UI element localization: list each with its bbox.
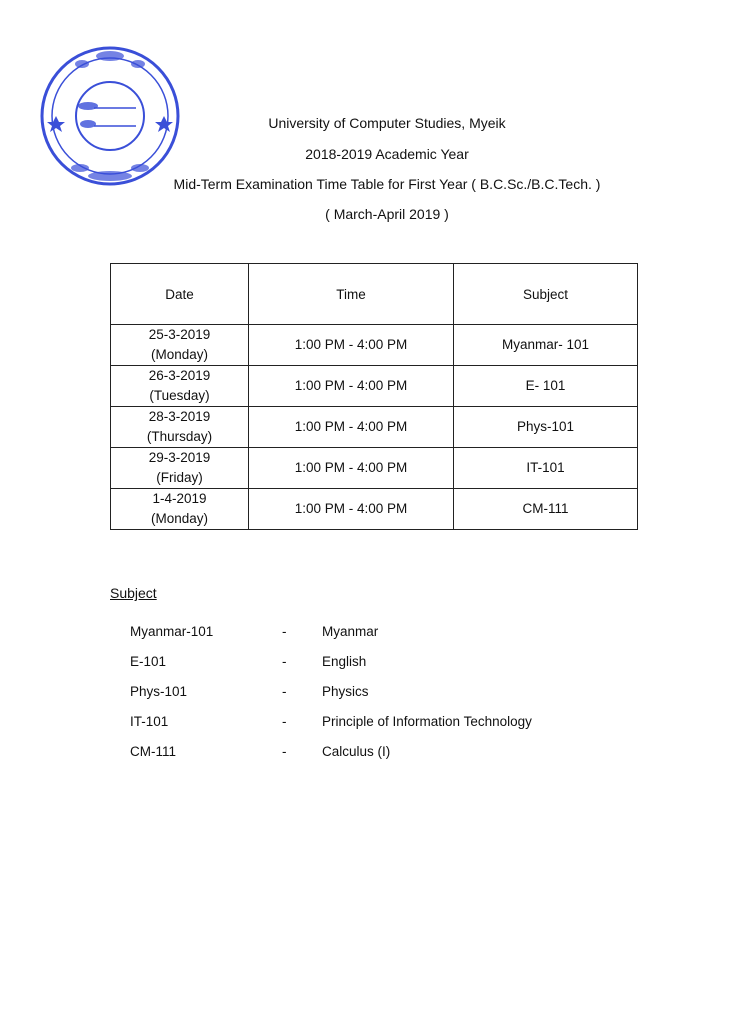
date-cell xyxy=(111,407,249,448)
subject-name: Physics xyxy=(322,684,369,699)
date-cell xyxy=(111,489,249,530)
date-text: 25-3-2019 xyxy=(148,327,211,342)
header-time: Time xyxy=(249,264,454,325)
subject-code: E-101 xyxy=(130,654,167,669)
time-cell: 1:00 PM - 4:00 PM xyxy=(249,448,454,489)
subject-code: Myanmar-101 xyxy=(130,624,214,639)
day-text: (Thursday) xyxy=(146,429,213,444)
subject-name: Principle of Information Technology xyxy=(322,714,532,729)
subject-code: CM-111 xyxy=(130,744,177,759)
date-cell xyxy=(111,448,249,489)
separator-dash: - xyxy=(282,624,287,639)
date-text: 26-3-2019 xyxy=(148,368,211,383)
timetable-title: Mid-Term Examination Time Table for First Year ( B.C.Sc./B.C.Tech. ) xyxy=(173,176,601,192)
subject-legend-title: Subject xyxy=(110,585,157,601)
academic-year: 2018-2019 Academic Year xyxy=(305,146,469,162)
table-row xyxy=(111,448,638,489)
time-cell: 1:00 PM - 4:00 PM xyxy=(249,366,454,407)
subject-cell: E- 101 xyxy=(454,366,638,407)
time-cell: 1:00 PM - 4:00 PM xyxy=(249,325,454,366)
subject-code: IT-101 xyxy=(130,714,169,729)
header-subject: Subject xyxy=(454,264,638,325)
subject-code: Phys-101 xyxy=(130,684,188,699)
date-cell xyxy=(111,366,249,407)
date-text: 1-4-2019 xyxy=(152,491,207,506)
time-cell: 1:00 PM - 4:00 PM xyxy=(249,489,454,530)
table-row xyxy=(111,489,638,530)
day-text: (Tuesday) xyxy=(149,388,210,403)
day-text: (Monday) xyxy=(150,347,209,362)
date-text: 29-3-2019 xyxy=(148,450,211,465)
day-text: (Friday) xyxy=(156,470,203,485)
time-cell: 1:00 PM - 4:00 PM xyxy=(249,407,454,448)
subject-name: English xyxy=(322,654,367,669)
table-row xyxy=(111,407,638,448)
exam-period: ( March-April 2019 ) xyxy=(325,206,449,222)
subject-cell: CM-111 xyxy=(454,489,638,530)
header-date: Date xyxy=(111,264,249,325)
separator-dash: - xyxy=(282,714,287,729)
separator-dash: - xyxy=(282,654,287,669)
separator-dash: - xyxy=(282,684,287,699)
subject-cell: IT-101 xyxy=(454,448,638,489)
table-header-row xyxy=(111,264,638,325)
subject-cell: Myanmar- 101 xyxy=(454,325,638,366)
date-cell xyxy=(111,325,249,366)
subject-name: Myanmar xyxy=(322,624,379,639)
subject-name: Calculus (I) xyxy=(322,744,391,759)
separator-dash: - xyxy=(282,744,287,759)
university-name: University of Computer Studies, Myeik xyxy=(268,115,506,131)
table-row xyxy=(111,366,638,407)
subject-cell: Phys-101 xyxy=(454,407,638,448)
exam-timetable xyxy=(110,263,638,530)
date-text: 28-3-2019 xyxy=(148,409,211,424)
day-text: (Monday) xyxy=(150,511,209,526)
table-row xyxy=(111,325,638,366)
